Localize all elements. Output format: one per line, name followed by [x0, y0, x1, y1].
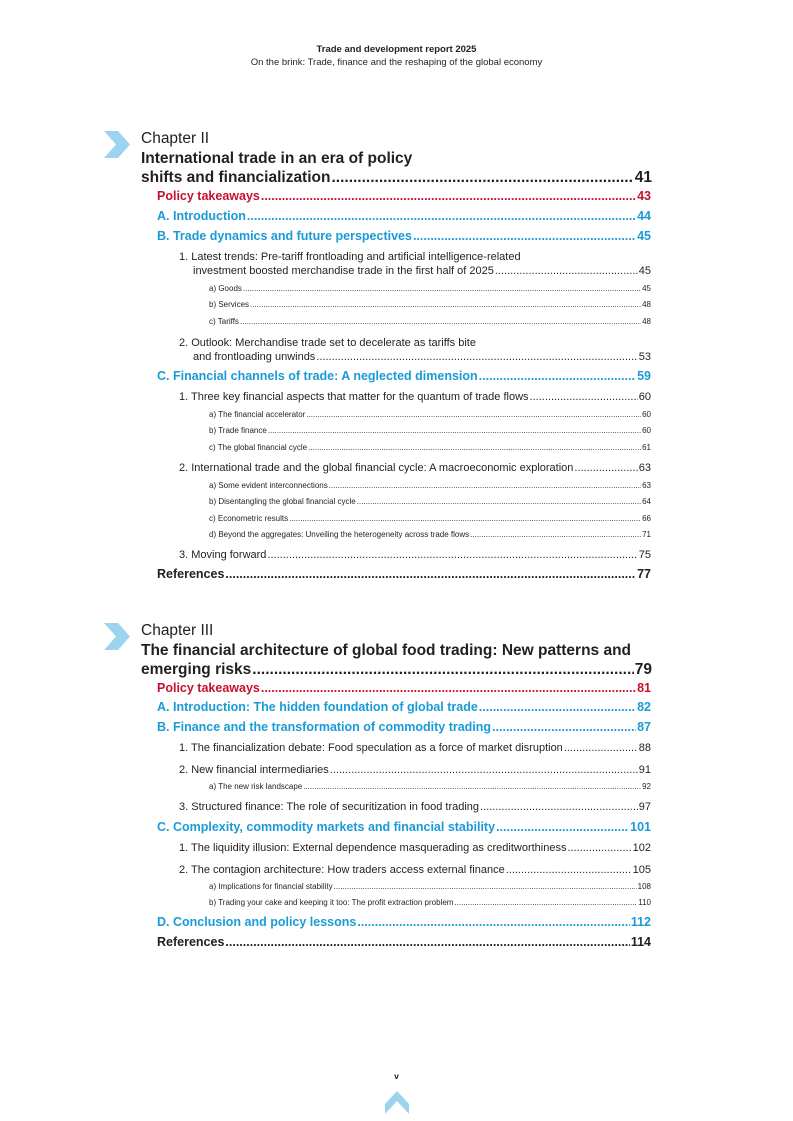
toc-entry-references[interactable]: References ..... 77 [157, 567, 651, 581]
toc-entry-policy-takeaways[interactable]: Policy takeaways ..... 81 [157, 681, 651, 695]
toc-entry-c1[interactable]: 1. The liquidity illusion: External dependence masquerading as creditworthiness ..... 102 [179, 842, 651, 854]
toc-entry-c2d[interactable]: d) Beyond the aggregates: Unveiling the heterogeneity across trade flows ..... 71 [209, 530, 651, 539]
toc-entry-b2-line2[interactable]: and frontloading unwinds ..... 53 [193, 351, 651, 363]
running-header [0, 43, 793, 69]
toc-entry-b3[interactable]: 3. Structured finance: The role of securitization in food trading ..... 97 [179, 801, 651, 813]
chapter-title-line2 [141, 168, 652, 187]
page-number: 79 [634, 661, 652, 678]
toc-entry-section-a[interactable]: A. Introduction: The hidden foundation of global trade ..... 82 [157, 700, 651, 714]
toc-entry-section-c[interactable]: C. Complexity, commodity markets and financial stability ..... 101 [157, 820, 651, 834]
toc-entry-b1-line2[interactable]: investment boosted merchandise trade in the first half of 2025 ..... 45 [193, 265, 651, 277]
toc-entry-policy-takeaways[interactable]: Policy takeaways ..... 43 [157, 189, 651, 203]
chapter-title-line2 [141, 660, 652, 679]
toc-entry-b1a[interactable]: a) Goods ..... 45 [209, 284, 651, 293]
toc-entry-c2[interactable]: 2. International trade and the global financial cycle: A macroeconomic exploration ..... 63 [179, 462, 651, 474]
toc-entry-c1b[interactable]: b) Trade finance ..... 60 [209, 426, 651, 435]
report-title: Trade and development report 2025 [316, 44, 477, 55]
toc-entry-c1c[interactable]: c) The global financial cycle ..... 61 [209, 443, 651, 452]
toc-entry-b1b[interactable]: b) Services ..... 48 [209, 300, 651, 309]
toc-entry-b1c[interactable]: c) Tariffs ..... 48 [209, 317, 651, 326]
chapter-title[interactable] [141, 149, 652, 187]
toc-entry-c1[interactable]: 1. Three key financial aspects that matter for the quantum of trade flows ..... 60 [179, 391, 651, 403]
toc-entry-introduction[interactable]: A. Introduction ..... 44 [157, 209, 651, 223]
page-number: 41 [634, 169, 652, 186]
chapter-number: Chapter III [141, 622, 214, 639]
chapter-arrow-icon [104, 623, 130, 650]
chapter-title-line1: International trade in an era of policy [141, 150, 413, 167]
page-number-footer: v [394, 1071, 399, 1081]
chapter-arrow-icon [104, 131, 130, 158]
toc-entry-section-b[interactable]: B. Finance and the transformation of commodity trading ..... 87 [157, 720, 651, 734]
toc-entry-c2b[interactable]: b) Disentangling the global financial cycle ..... 64 [209, 497, 651, 506]
toc-entry-b1[interactable]: 1. The financialization debate: Food speculation as a force of market disruption ..... 88 [179, 742, 651, 754]
toc-entry-section-b[interactable]: B. Trade dynamics and future perspectives ..... 45 [157, 229, 651, 243]
toc-entry-b2a[interactable]: a) The new risk landscape ..... 92 [209, 782, 651, 791]
toc-entry-c2a[interactable]: a) Some evident interconnections ..... 63 [209, 481, 651, 490]
toc-entry-b2[interactable]: 2. New financial intermediaries ..... 91 [179, 764, 651, 776]
chapter-number: Chapter II [141, 130, 210, 147]
chapter-title-text: emerging risks [141, 661, 252, 678]
up-arrow-icon[interactable] [385, 1090, 409, 1114]
toc-entry-c1a[interactable]: a) The financial accelerator ..... 60 [209, 410, 651, 419]
toc-entry-b2-line1[interactable]: 2. Outlook: Merchandise trade set to decelerate as tariffs bite [179, 337, 476, 349]
toc-entry-section-d[interactable]: D. Conclusion and policy lessons ..... 112 [157, 915, 651, 929]
chapter-title[interactable] [141, 641, 652, 679]
toc-entry-c2a[interactable]: a) Implications for financial stability ..... 108 [209, 882, 651, 891]
toc-entry-references[interactable]: References ..... 114 [157, 935, 651, 949]
toc-entry-b1-line1[interactable]: 1. Latest trends: Pre-tariff frontloading and artificial intelligence-related [179, 251, 521, 263]
report-subtitle: On the brink: Trade, finance and the reshaping of the global economy [250, 57, 543, 68]
toc-entry-c2[interactable]: 2. The contagion architecture: How traders access external finance ..... 105 [179, 864, 651, 876]
toc-entry-c3[interactable]: 3. Moving forward ..... 75 [179, 549, 651, 561]
chapter-title-line1: The financial architecture of global food trading: New patterns and [141, 642, 632, 659]
toc-entry-c2c[interactable]: c) Econometric results ..... 66 [209, 514, 651, 523]
chapter-title-text: shifts and financialization [141, 169, 331, 186]
toc-entry-c2b[interactable]: b) Trading your cake and keeping it too: The profit extraction problem ..... 110 [209, 898, 651, 907]
toc-entry-section-c[interactable]: C. Financial channels of trade: A neglected dimension ..... 59 [157, 369, 651, 383]
